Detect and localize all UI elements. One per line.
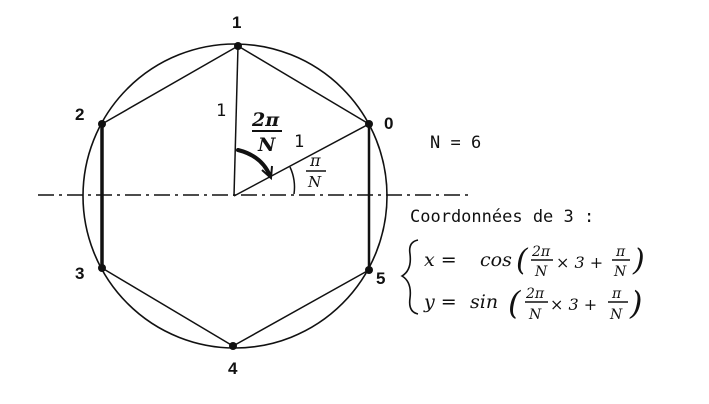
formula-x-frac1-num: 2π: [532, 244, 551, 260]
angle-2pi-numerator: 2π: [252, 109, 280, 131]
vertex-label-1: 1: [232, 13, 242, 32]
formula-x-open-paren: (: [516, 243, 528, 278]
vertex-label-4: 4: [228, 359, 238, 378]
vertex-dot-3: [98, 264, 106, 272]
radius-to-1: [234, 46, 238, 196]
formula-x: [424, 243, 645, 280]
vertex-label-0: 0: [384, 114, 394, 133]
edge-4-5: [233, 270, 369, 346]
formula-y-close-paren: ): [630, 284, 643, 322]
formula-y: [423, 284, 642, 323]
radius-label-vertical: 1: [216, 101, 227, 121]
vertex-dot-5: [365, 266, 373, 274]
formula-y-lhs: y =: [424, 291, 457, 313]
vertex-dot-0: [365, 120, 373, 128]
coordinates-title: Coordonnées de 3 :: [410, 207, 595, 227]
angle-2pi-denominator: N: [258, 134, 276, 156]
system-brace: [402, 240, 418, 314]
formula-x-fn: cos: [480, 249, 512, 271]
formula-x-frac1-den: N: [535, 264, 548, 280]
angle-pi-numerator: π: [310, 151, 321, 170]
formula-y-frac2-num: π: [612, 286, 622, 302]
angle-pi-denominator: N: [308, 173, 322, 191]
edge-3-4: [102, 268, 233, 346]
formula-y-frac1-num: 2π: [526, 286, 545, 302]
vertex-dot-2: [98, 120, 106, 128]
vertex-dot-1: [234, 42, 242, 50]
angle-arc-pi: [290, 167, 295, 194]
formula-y-frac1-den: N: [529, 307, 542, 323]
formula-x-frac2-den: N: [614, 264, 627, 280]
angle-label-pi-over-n: [306, 151, 326, 191]
n-value-label: N = 6: [430, 133, 482, 153]
formula-y-frac2-den: N: [610, 307, 623, 323]
formula-x-lhs: x =: [424, 249, 457, 271]
formula-x-frac2-num: π: [616, 244, 626, 260]
formula-y-fn: sin: [470, 291, 499, 313]
formula-y-open-paren: (: [508, 284, 521, 322]
formula-x-mult: × 3 +: [556, 253, 604, 272]
vertex-dot-4: [229, 342, 237, 350]
vertex-label-3: 3: [75, 264, 85, 283]
vertex-label-2: 2: [75, 105, 85, 124]
formula-x-close-paren: ): [633, 243, 645, 278]
angle-label-2pi-over-n: [251, 109, 282, 156]
vertex-label-5: 5: [376, 269, 386, 288]
radius-label-diagonal: 1: [294, 132, 305, 152]
formula-y-mult: × 3 +: [550, 295, 598, 314]
